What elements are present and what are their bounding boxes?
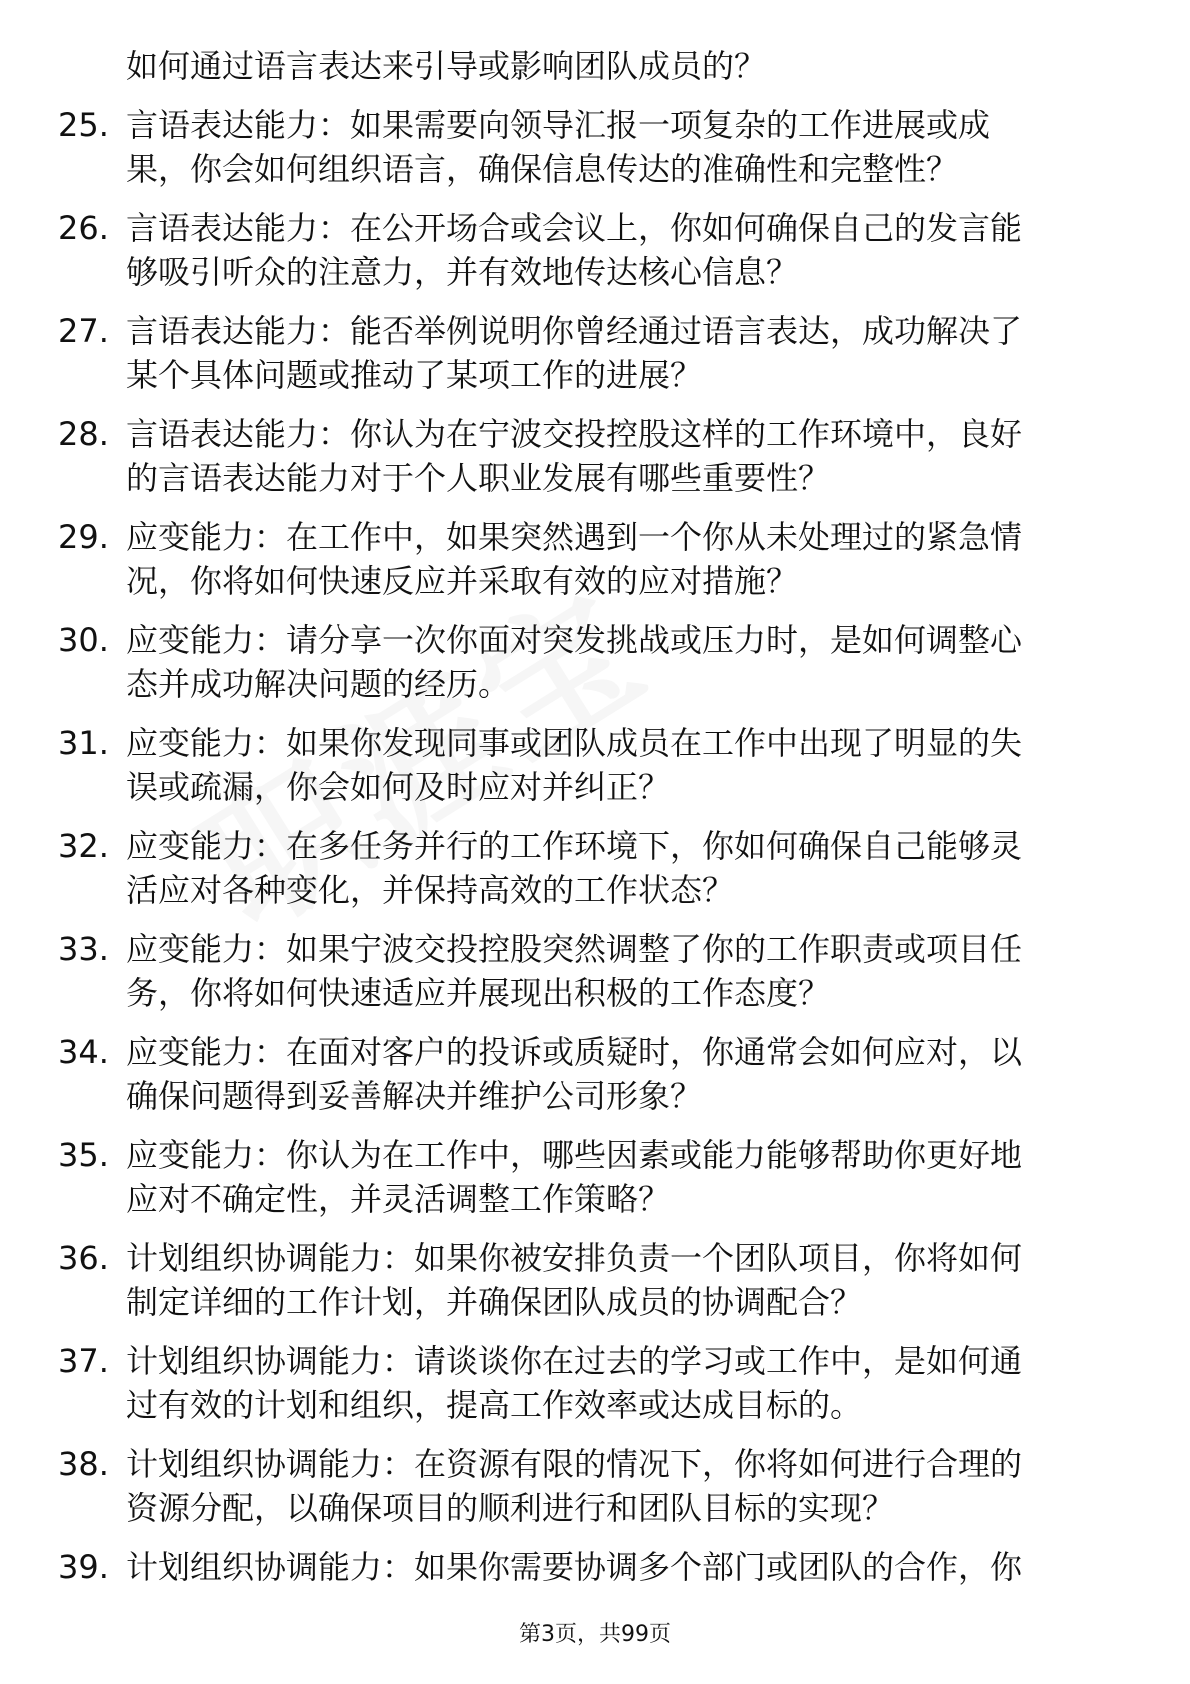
question-text-line: 误或疏漏，你会如何及时应对并纠正？: [126, 768, 671, 806]
question-text-line: 言语表达能力：能否举例说明你曾经通过语言表达，成功解决了: [126, 312, 1023, 350]
question-text-line: 应对不确定性，并灵活调整工作策略？: [126, 1180, 671, 1218]
question-text-line: 应变能力：如果你发现同事或团队成员在工作中出现了明显的失: [126, 724, 1023, 762]
question-text-line: 制定详细的工作计划，并确保团队成员的协调配合？: [126, 1283, 863, 1321]
question-item: [58, 309, 1118, 397]
question-text-line: 够吸引听众的注意力，并有效地传达核心信息？: [126, 253, 799, 291]
question-item: [58, 618, 1118, 706]
question-text-line: 活应对各种变化，并保持高效的工作状态？: [126, 871, 735, 909]
question-number: 31.: [58, 724, 109, 762]
question-item: [58, 1236, 1118, 1324]
continuation-line: 如何通过语言表达来引导或影响团队成员的？: [126, 47, 767, 85]
question-number: 32.: [58, 827, 109, 865]
question-number: 35.: [58, 1136, 109, 1174]
question-text-line: 况，你将如何快速反应并采取有效的应对措施？: [126, 562, 799, 600]
question-item: [58, 1339, 1118, 1427]
question-number: 37.: [58, 1342, 109, 1380]
question-item: [58, 1442, 1118, 1530]
question-text-line: 应变能力：在面对客户的投诉或质疑时，你通常会如何应对，以: [126, 1033, 1023, 1071]
question-text-line: 应变能力：请分享一次你面对突发挑战或压力时，是如何调整心: [126, 621, 1023, 659]
question-number: 27.: [58, 312, 109, 350]
question-text-line: 言语表达能力：你认为在宁波交投控股这样的工作环境中，良好: [126, 415, 1023, 453]
question-text-line: 过有效的计划和组织，提高工作效率或达成目标的。: [126, 1386, 863, 1424]
question-number: 26.: [58, 209, 109, 247]
question-text-line: 计划组织协调能力：如果你需要协调多个部门或团队的合作，你: [126, 1548, 1023, 1586]
question-text-line: 言语表达能力：在公开场合或会议上，你如何确保自己的发言能: [126, 209, 1023, 247]
question-number: 30.: [58, 621, 109, 659]
question-item: [58, 206, 1118, 294]
question-text-line: 应变能力：在工作中，如果突然遇到一个你从未处理过的紧急情: [126, 518, 1023, 556]
question-text-line: 应变能力：你认为在工作中，哪些因素或能力能够帮助你更好地: [126, 1136, 1023, 1174]
question-text-line: 计划组织协调能力：请谈谈你在过去的学习或工作中，是如何通: [126, 1342, 1023, 1380]
question-text-line: 态并成功解决问题的经历。: [126, 665, 511, 703]
question-text-line: 某个具体问题或推动了某项工作的进展？: [126, 356, 703, 394]
question-item: [58, 824, 1118, 912]
question-text-line: 务，你将如何快速适应并展现出积极的工作态度？: [126, 974, 831, 1012]
question-number: 28.: [58, 415, 109, 453]
question-number: 25.: [58, 106, 109, 144]
question-text-line: 计划组织协调能力：如果你被安排负责一个团队项目，你将如何: [126, 1239, 1023, 1277]
page-footer: 第3页，共99页: [519, 1622, 671, 1647]
question-text-line: 应变能力：在多任务并行的工作环境下，你如何确保自己能够灵: [126, 827, 1023, 865]
question-text-line: 果，你会如何组织语言，确保信息传达的准确性和完整性？: [126, 150, 959, 188]
question-text-line: 资源分配，以确保项目的顺利进行和团队目标的实现？: [126, 1489, 895, 1527]
question-item: [58, 103, 1118, 191]
question-text-line: 确保问题得到妥善解决并维护公司形象？: [126, 1077, 703, 1115]
question-number: 36.: [58, 1239, 109, 1277]
question-number: 33.: [58, 930, 109, 968]
question-item: [58, 412, 1118, 500]
question-text-line: 的言语表达能力对于个人职业发展有哪些重要性？: [126, 459, 831, 497]
question-number: 38.: [58, 1445, 109, 1483]
question-text-line: 计划组织协调能力：在资源有限的情况下，你将如何进行合理的: [126, 1445, 1023, 1483]
question-item: [58, 927, 1118, 1015]
question-text-line: 言语表达能力：如果需要向领导汇报一项复杂的工作进展或成: [126, 106, 991, 144]
question-item: [58, 515, 1118, 603]
question-item: [58, 1030, 1118, 1118]
question-item: [58, 1133, 1118, 1221]
question-item: [58, 1545, 1118, 1589]
question-list: [58, 44, 1118, 1589]
question-text-line: 应变能力：如果宁波交投控股突然调整了你的工作职责或项目任: [126, 930, 1023, 968]
question-item: [58, 721, 1118, 809]
question-number: 39.: [58, 1548, 109, 1586]
question-number: 29.: [58, 518, 109, 556]
question-number: 34.: [58, 1033, 109, 1071]
